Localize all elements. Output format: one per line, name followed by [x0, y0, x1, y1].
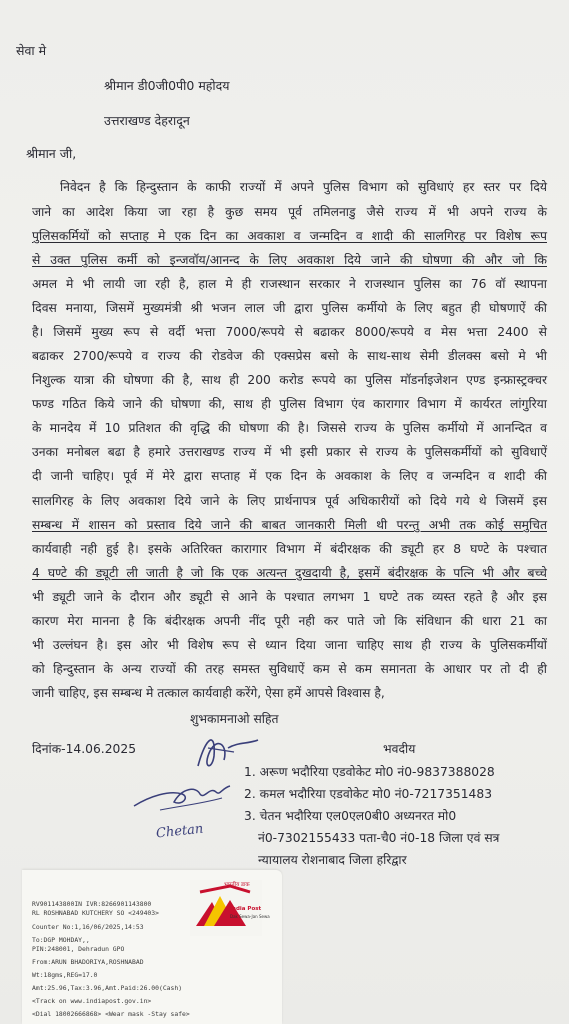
signatory-2: 2. कमल भदौरिया एडवोकेट मो0 नं0-7217351483 [244, 787, 493, 801]
body-line: बढाकर 2700/रूपये व राज्य की रोडवेज की एक्सप्रेस बसो के साथ-साथ सेमी डीलक्स बसो मे भी [32, 349, 547, 363]
body-line: जाने का आदेश किया जा रहा है कुछ समय पूर्व तमिलनाडु जैसे राज्य में भी अपने राज्य के [32, 205, 547, 219]
india-post-logo [190, 880, 270, 936]
signatory-3: 3. चेतन भदौरिया एल0एल0बी0 अध्यनरत मो0 [244, 809, 457, 823]
body-line: फण्ड गठित किये जाने की घोषणा की, साथ ही पुलिस विभाग एंव कारागार विभाग में कार्यरत लांगुरिया [32, 397, 547, 411]
body-line: कार्यवाही नही हुई है। इसके अतिरिक्त कारागार विभाग में बंदीरक्षक की ड्यूटी हर 8 घण्टे के पश्चात [32, 542, 547, 556]
logo-text-english: India Post [230, 906, 262, 912]
receipt-line: To:DGP MOHDAY,, [32, 936, 90, 944]
body-line: दिवस मनाया, जिसमें मुख्यमंत्री श्री भजन लाल जी द्वारा पुलिस कर्मीयो के लिए बहुत ही घोषणाऐं की [32, 301, 547, 315]
body-line: पुलिसकर्मियों को सप्ताह मे एक दिन का अवकाश व जन्मदिन व शादी की सालगिरह पर विशेष रूप [32, 229, 547, 243]
body-line: भी ड्यूटी जाने के दौरान और ड्यूटी से आने के पश्चात लगभग 1 घण्टे तक व्यस्त रहते है और इस [32, 590, 547, 604]
body-line: को हिन्दुस्तान के अन्य राज्यों की तरह समस्त सुविधाऐं कम से कम समानता के आधार पर तो दी ही [32, 662, 547, 676]
body-line: 4 घण्टे की ड्यूटी ली जाती है जो कि एक अत्यन्त दुखदायी है, इसमें बंदीरक्षक के पत्नि भी और बच्चे [32, 566, 547, 580]
body-line: सालगिरह के लिए अवकाश दिये जाने के लिए प्रार्थनापत्र पूर्व अधिकारीयों को दिये गये थे जिसमें इस [32, 494, 547, 508]
signature-kamal [130, 776, 240, 816]
signatory-3-address: नं0-7302155433 पता-चै0 नं0-18 जिला एवं सत्र [258, 831, 500, 845]
closing: शुभकामनाओ सहित [190, 712, 279, 726]
receipt-line: RV901143800IN IVR:8266901143800 [32, 900, 152, 908]
receipt-line: <Track on www.indiapost.gov.in> [32, 997, 152, 1005]
body-line: दी जानी चाहिए। पूर्व में मेरे द्वारा सप्ताह में एक दिन के अवकाश के लिए व जन्मदिन व शादी की [32, 469, 547, 483]
body-line: उनका मनोबल बढा है हमारे उत्तराखण्ड राज्य में भी इसी प्रकार से राज्य के पुलिसकर्मीयों को सुविधाऐं [32, 445, 547, 459]
sign-off: भवदीय [383, 742, 416, 756]
body-line: है। जिसमें मुख्य रूप से वर्दी भत्ता 7000/रूपये से बढाकर 8000/रूपये व मेस भत्ता 2400 से [32, 325, 547, 339]
body-line: निशुल्क यात्रा की घोषणा की है, साथ ही 200 करोड रूपये का पुलिस मॉडर्नाइजेशन एण्ड इन्फ्रास्ट्रक्चर [32, 373, 547, 387]
body-line: निवेदन है कि हिन्दुस्तान के काफी राज्यों में अपने पुलिस विभाग को सुविधाएं हर स्तर पर दिये [60, 180, 547, 194]
receipt-line: From:ARUN BHADORIYA,ROSHNABAD [32, 958, 144, 966]
signatory-1: 1. अरूण भदौरिया एडवोकेट मो0 नं0-9837388028 [244, 765, 495, 779]
receipt-line: PIN:248001, Dehradun GPO [32, 945, 125, 953]
letter-date: दिनांक-14.06.2025 [32, 742, 137, 756]
receipt-line: Counter No:1,16/06/2025,14:53 [32, 923, 144, 931]
postal-receipt [22, 870, 282, 1024]
logo-text-hindi: भारतीय डाक [224, 882, 250, 888]
to-line: सेवा मे [16, 43, 47, 58]
receipt-line: RL ROSHNABAD KUTCHERY SO <249403> [32, 909, 159, 917]
addressee: श्रीमान डी0जी0पी0 महोदय [104, 78, 230, 93]
body-line: जानी चाहिए, इस सम्बन्ध मे तत्काल कार्यवाही करेंगे, ऐसा हमें आपसे विश्वास है, [32, 686, 385, 700]
body-line: कारण मेरा मानना है कि बंदीरक्षक अपनी नींद पूरी नही कर पाते जो कि संविधान की धारा 21 का [32, 614, 547, 628]
signature-arun [188, 726, 268, 776]
addressee-place: उत्तराखण्ड देहरादून [104, 113, 190, 128]
body-line: से उक्त पुलिस कर्मी को इन्जवॉय/आनन्द के लिए अवकाश दिये जाने की घोषणा की और जो कि [32, 253, 547, 267]
body-line: अमल मे भी लायी जा रही है, हाल मे ही राजस्थान सरकार ने राजस्थान पुलिस का 76 वॉ स्थापना [32, 277, 547, 291]
body-line: भी उल्लंघन है। इस ओर भी विशेष रूप से ध्यान दिया जाना चाहिए साथ ही राज्य के पुलिसकर्मीयों [32, 638, 547, 652]
receipt-line: Wt:18gms,REG=17.0 [32, 971, 98, 979]
signatory-3-address-cont: न्यायालय रोशनाबाद जिला हरिद्वार [258, 853, 407, 867]
body-line: के मानदेय में 10 प्रतिशत की वृद्धि की घोषणा की है। जिससे राज्य के पुलिस कर्मीयो में आनन्दित व [32, 421, 547, 435]
receipt-line: <Dial 18002666868> <Wear mask -Stay safe> [32, 1010, 190, 1018]
receipt-line: Amt:25.96,Tax:3.96,Amt.Paid:26.00(Cash) [32, 984, 183, 992]
salutation: श्रीमान जी, [26, 146, 77, 161]
logo-tagline: Dak Sewa-Jan Sewa [230, 914, 270, 919]
body-line: सम्बन्ध में शासन को प्रस्ताव दिये जाने की बाबत जानकारी मिली थी परन्तु अभी तक कोई समुचित [32, 518, 547, 532]
signature-chetan: Chetan [155, 821, 205, 842]
